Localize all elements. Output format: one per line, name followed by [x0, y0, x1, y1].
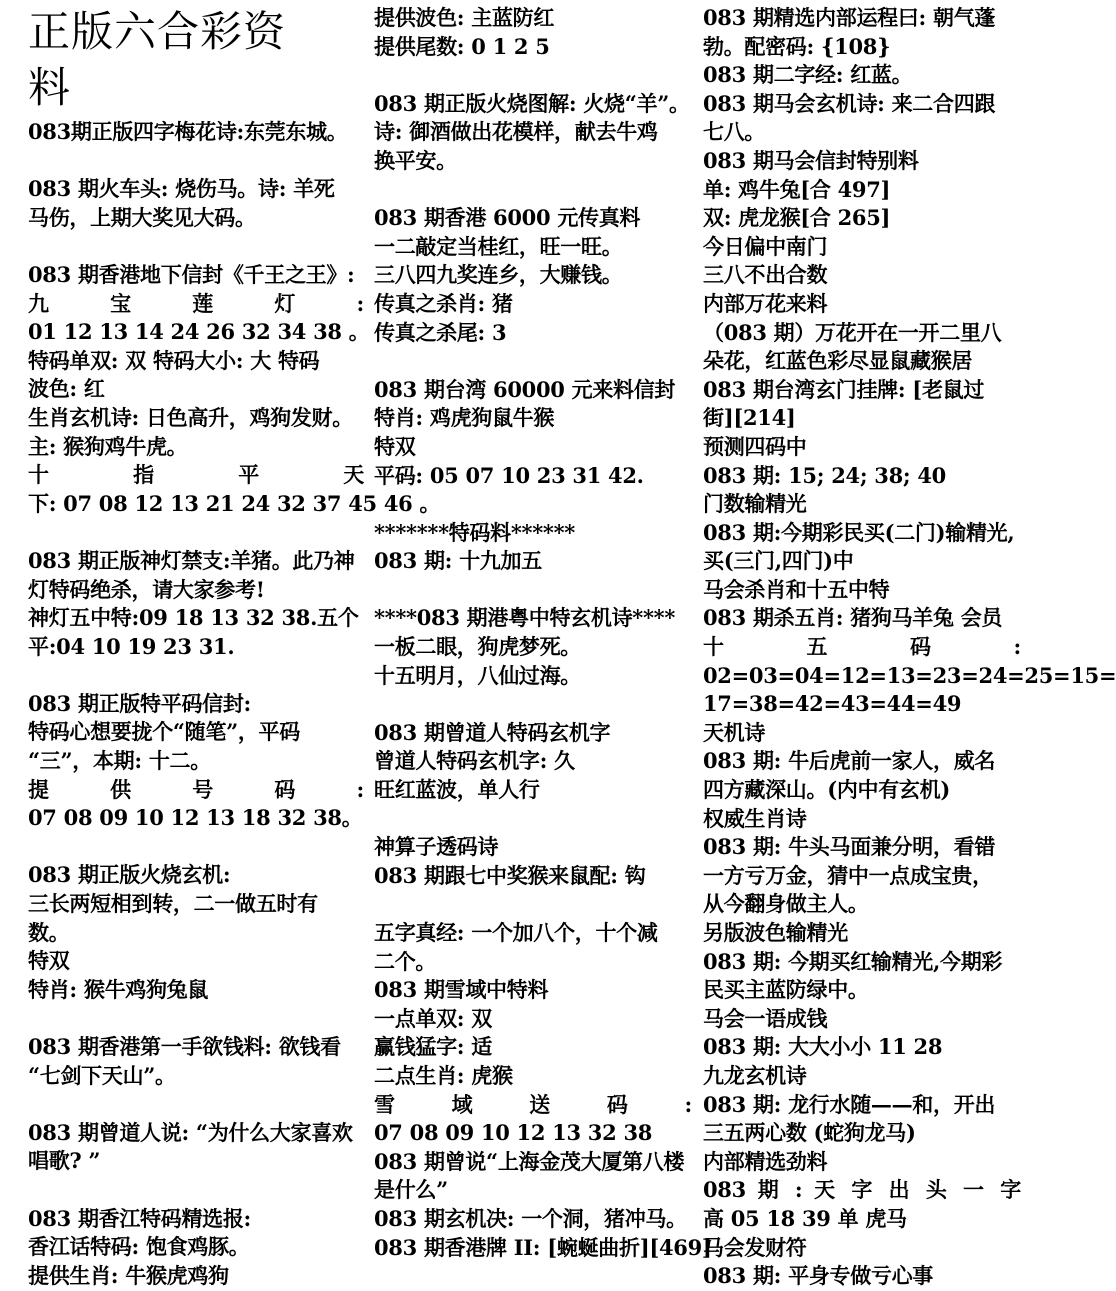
column-middle	[374, 4, 712, 1262]
text-line: 083 期雪域中特料	[374, 977, 549, 1003]
blank-line	[28, 1090, 364, 1119]
text-line: 083 期正版神灯禁支:羊猪。此乃神	[28, 547, 355, 573]
text-line: 083 期: 牛后虎前一家人，威名	[703, 748, 996, 774]
text-line: 换平安。	[374, 147, 457, 173]
text-line: 083 期曾道人特码玄机字	[374, 719, 611, 745]
text-line: 提供波色: 主蓝防红	[374, 5, 555, 30]
text-line: 083 期: 平身专做亏心事	[703, 1263, 934, 1289]
text-line: 平:04 10 19 23 31.	[28, 633, 235, 659]
text-line: 083 期:今期彩民买(二门)输精光,	[703, 519, 1015, 545]
text-line: 高 05 18 39 单 虎马	[703, 1205, 907, 1231]
text-line: 单: 鸡牛兔[合 497]	[703, 176, 891, 202]
blank-line	[374, 490, 692, 519]
text-line: 生肖玄机诗: 日色高升，鸡狗发财。	[28, 404, 353, 430]
blank-line	[28, 232, 364, 261]
text-line: “七剑下天山”。	[28, 1062, 176, 1088]
blank-line	[374, 347, 692, 376]
text-line: 特肖: 猴牛鸡狗兔鼠	[28, 976, 209, 1002]
text-line: 083 期二字经: 红蓝。	[703, 62, 913, 88]
text-line: 从今翻身做主人。	[703, 891, 869, 917]
text-line: 083 期马会信封特别料	[703, 147, 919, 173]
text-line: 双: 虎龙猴[合 265]	[703, 205, 891, 231]
text-line: 雪 域 送 码 :	[374, 1091, 692, 1117]
blank-line	[374, 176, 692, 205]
text-line: 083 期香港 6000 元传真料	[374, 205, 641, 231]
text-line: 提供生肖: 牛猴虎鸡狗	[28, 1262, 229, 1288]
text-line: 083 期台湾玄门挂牌: [老鼠过	[703, 376, 985, 402]
text-line: 灯特码绝杀，请大家参考!	[28, 576, 265, 602]
text-line: 门数输精光	[703, 491, 807, 517]
text-line: （083 期）万花开在一开二里八	[703, 319, 1002, 345]
text-line: 083期正版四字梅花诗:东莞东城。	[28, 119, 348, 144]
text-line: *******特码料******	[374, 519, 575, 545]
text-line: 波色: 红	[28, 376, 105, 402]
text-line: 内部精选劲料	[703, 1148, 828, 1174]
text-line: 九龙玄机诗	[703, 1062, 807, 1088]
text-line: 买(三门,四门)中	[703, 548, 854, 574]
text-line: 083 期: 十九加五	[374, 548, 542, 574]
text-line: 天机诗	[703, 719, 766, 745]
text-line: 三八四九奖连乡，大赚钱。	[374, 262, 623, 288]
text-line: 勃。配密码: {108}	[703, 33, 891, 59]
text-line: 一点单双: 双	[374, 1005, 492, 1031]
text-line: 一方亏万金，猜中一点成宝贵，	[703, 862, 993, 888]
text-line: 平码: 05 07 10 23 31 42.	[374, 462, 644, 488]
text-line: 二个。	[374, 948, 437, 974]
text-line: 083 期香港地下信封《千王之王》:	[28, 261, 355, 287]
text-line: 内部万花来料	[703, 290, 828, 316]
blank-line	[28, 1176, 364, 1205]
text-line: ****083 期港粤中特玄机诗****	[374, 605, 676, 631]
text-line: 083 期: 牛头马面兼分明，看错	[703, 834, 996, 860]
text-line: 马会发财符	[703, 1234, 807, 1260]
text-line: 083 期正版火烧图解: 火烧“羊”。	[374, 90, 690, 116]
text-line: 诗: 御酒做出花模样，献去牛鸡	[374, 119, 658, 145]
text-line: 一二敲定当桂红，旺一旺。	[374, 233, 623, 259]
text-line: 十 五 码 :	[703, 634, 1021, 660]
text-line: 083 期马会玄机诗: 来二合四跟	[703, 90, 996, 116]
text-line: 另版波色输精光	[703, 920, 848, 945]
text-line: 07 08 09 10 12 13 18 32 38。	[28, 805, 363, 831]
text-line: 特双	[28, 948, 70, 974]
text-line: 083 期玄机决: 一个洞，猪冲马。	[374, 1205, 687, 1231]
text-line: 01 12 13 14 24 26 32 34 38 。	[28, 319, 370, 345]
text-line: 曾道人特码玄机字: 久	[374, 748, 575, 774]
text-line: 083 期: 今期买红输精光,今期彩	[703, 948, 1003, 974]
text-line: 马伤，上期大奖见大码。	[28, 204, 256, 230]
text-line: 一板二眼，狗虎梦死。	[374, 634, 581, 660]
blank-line	[28, 833, 364, 862]
text-line: 马会一语成钱	[703, 1005, 828, 1031]
text-line: 特双	[374, 433, 416, 459]
text-line: 下: 07 08 12 13 21 24 32 37 45 46 。	[28, 490, 441, 516]
text-line: 083 期跟七中奖猴来鼠配: 钩	[374, 862, 646, 888]
blank-line	[374, 61, 692, 90]
text-line: 083 期 : 天 字 出 头 一 字	[703, 1177, 1021, 1203]
text-line: 083 期正版火烧玄机:	[28, 862, 231, 888]
text-line: 传真之杀尾: 3	[374, 319, 507, 345]
text-line: 083 期香江特码精选报:	[28, 1205, 251, 1231]
blank-line	[28, 518, 364, 547]
text-line: 特肖: 鸡虎狗鼠牛猴	[374, 405, 555, 431]
text-line: 三八不出合数	[703, 262, 828, 288]
text-line: 神算子透码诗	[374, 834, 499, 860]
text-line: 马会杀肖和十五中特	[703, 576, 890, 602]
text-line: 提供尾数: 0 1 2 5	[374, 33, 550, 59]
blank-line	[374, 805, 692, 834]
text-line: 083 期: 15; 24; 38; 40	[703, 462, 946, 488]
text-line: 083 期香港第一手欲钱料: 欲钱看	[28, 1034, 341, 1059]
text-line: 三五两心数 (蛇狗龙马)	[703, 1120, 916, 1146]
text-line: 特码心想要拢个“随笔”，平码	[28, 719, 300, 745]
blank-line	[28, 147, 364, 176]
column-right	[703, 4, 1116, 1291]
text-line: “三”，本期: 十二。	[28, 748, 211, 774]
text-line: 民买主蓝防绿中。	[703, 977, 869, 1003]
text-line: 083 期火车头: 烧伤马。诗: 羊死	[28, 176, 335, 202]
text-line: 七八。	[703, 119, 766, 145]
text-line: 香江话特码: 饱食鸡豚。	[28, 1234, 250, 1260]
text-line: 083 期: 龙行水随——和，开出	[703, 1091, 996, 1117]
text-line: 街][214]	[703, 405, 796, 431]
text-line: 提 供 号 码 :	[28, 776, 364, 802]
text-line: 赢钱猛字: 适	[374, 1034, 492, 1060]
blank-line	[374, 690, 692, 719]
text-line: 主: 猴狗鸡牛虎。	[28, 433, 188, 459]
text-line: 是什么”	[374, 1177, 448, 1203]
text-line: 02=03=04=12=13=23=24=25=15=	[703, 662, 1116, 688]
text-line: 三长两短相到转，二一做五时有	[28, 891, 318, 917]
text-line: 07 08 09 10 12 13 32 38	[374, 1120, 653, 1146]
page-title: 正版六合彩资料	[28, 7, 287, 112]
blank-line	[28, 661, 364, 690]
text-line: 十五明月，八仙过海。	[374, 662, 581, 688]
text-line: 神灯五中特:09 18 13 32 38.五个	[28, 605, 359, 631]
text-line: 083 期曾说“上海金茂大厦第八楼	[374, 1148, 685, 1174]
text-line: 083 期杀五肖: 猪狗马羊兔 会员	[703, 605, 1003, 631]
text-line: 预测四码中	[703, 433, 807, 459]
text-line: 十 指 平 天	[28, 462, 364, 488]
text-line: 今日偏中南门	[703, 233, 828, 259]
text-line: 083 期香港牌 II: [蜿蜒曲折][469]	[374, 1234, 712, 1260]
text-line: 旺红蓝波，单人行	[374, 777, 540, 803]
text-line: 四方藏深山。(内中有玄机)	[703, 777, 950, 803]
text-line: 五字真经: 一个加八个，十个减	[374, 920, 658, 945]
blank-line	[374, 576, 692, 605]
blank-line	[374, 890, 692, 919]
text-line: 特码单双: 双 特码大小: 大 特码	[28, 347, 320, 373]
text-line: 数。	[28, 919, 70, 945]
blank-line	[28, 1004, 364, 1033]
text-line: 传真之杀肖: 猪	[374, 290, 513, 316]
text-line: 朵花，红蓝色彩尽显鼠藏猴居	[703, 348, 973, 374]
text-line: 九 宝 莲 灯 :	[28, 290, 364, 316]
text-line: 083 期正版特平码信封:	[28, 690, 251, 716]
text-line: 唱歌? ”	[28, 1148, 101, 1174]
text-line: 083 期台湾 60000 元来料信封	[374, 376, 676, 402]
text-line: 权威生肖诗	[703, 805, 807, 831]
text-line: 二点生肖: 虎猴	[374, 1062, 513, 1088]
text-line: 17=38=42=43=44=49	[703, 691, 962, 717]
text-line: 083 期曾道人说: “为什么大家喜欢	[28, 1119, 353, 1145]
text-line: 083 期: 大大小小 11 28	[703, 1034, 943, 1060]
text-line: 083 期精选内部运程曰: 朝气蓬	[703, 5, 996, 30]
